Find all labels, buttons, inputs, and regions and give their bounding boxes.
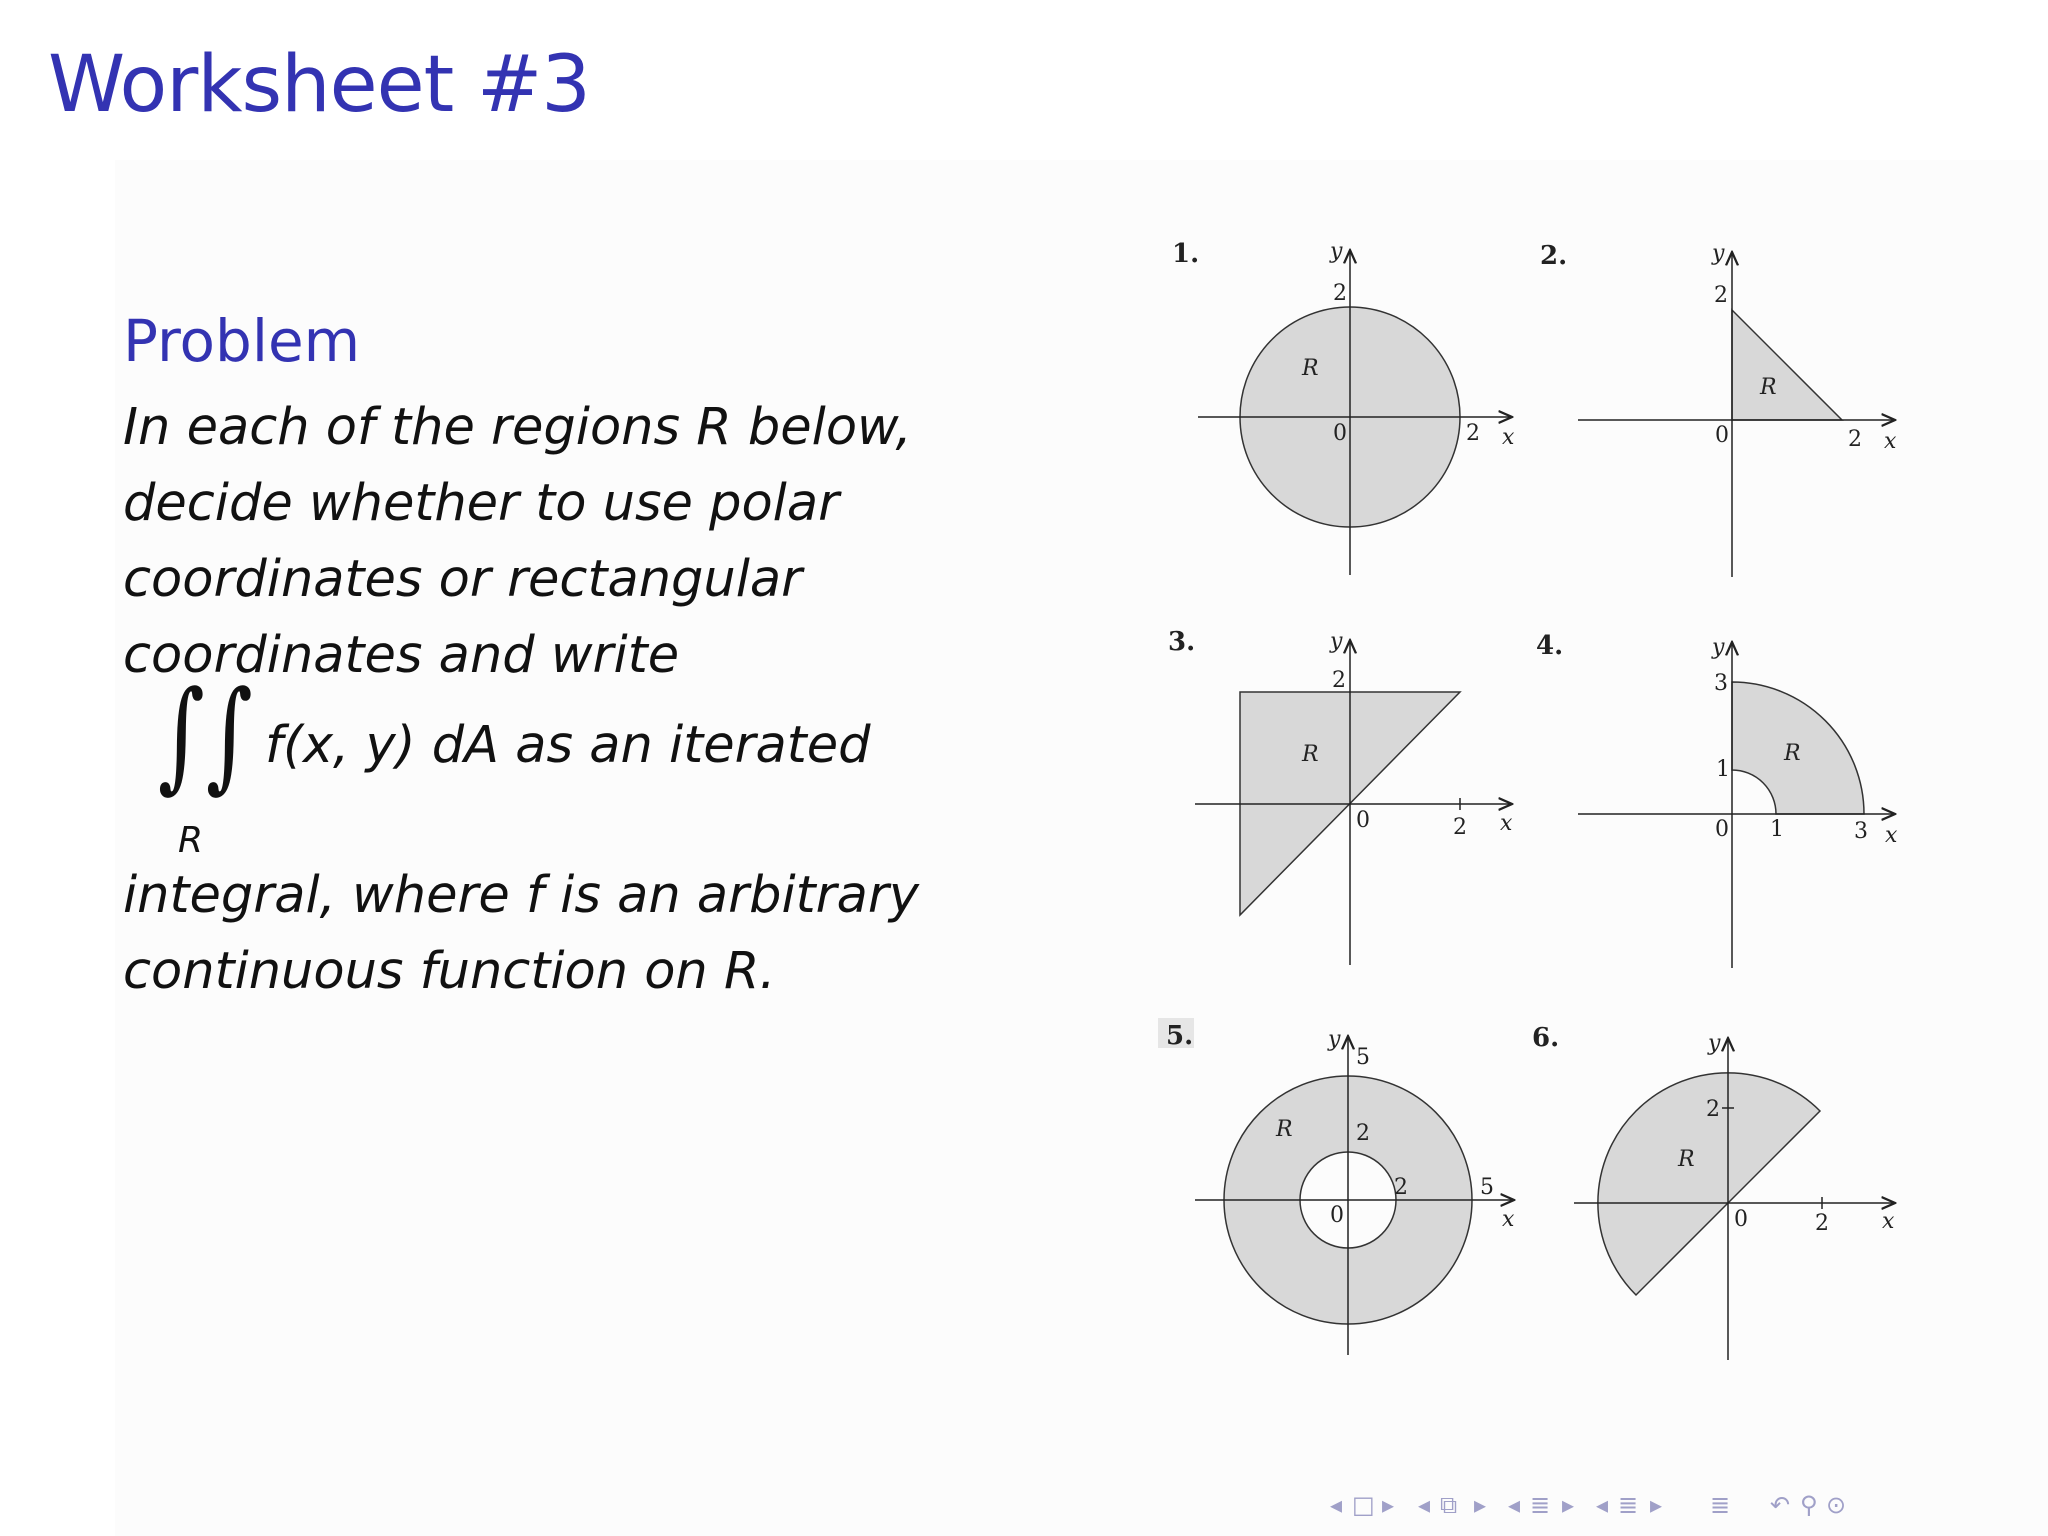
- tick-label: 2: [1453, 815, 1467, 840]
- tick-label: 2: [1394, 1175, 1408, 1200]
- figure-number: 4.: [1536, 631, 1564, 661]
- y-axis-label: y: [1712, 635, 1725, 660]
- nav-right-icon[interactable]: ▸: [1562, 1491, 1575, 1519]
- problem-text-line: coordinates or rectangular: [123, 550, 803, 609]
- figure-number: 5.: [1166, 1021, 1194, 1051]
- region-shape: [1732, 310, 1842, 420]
- origin-label: 0: [1715, 817, 1729, 842]
- problem-text-line: coordinates and write: [123, 626, 680, 685]
- integral-expression: f(x, y) dA as an iterated: [265, 716, 871, 775]
- region-label: R: [1276, 1117, 1293, 1142]
- slide-frame-icon[interactable]: □: [1352, 1491, 1375, 1519]
- section-icon[interactable]: ≣: [1618, 1491, 1639, 1519]
- x-axis-label: x: [1884, 429, 1897, 454]
- figure-number: 2.: [1540, 241, 1568, 271]
- figure-5: [1158, 1018, 1515, 1355]
- tick-label: 2: [1333, 281, 1347, 306]
- problem-text-line: continuous function on R.: [123, 942, 776, 1001]
- region-figures: [1150, 230, 1910, 1380]
- nav-left-icon[interactable]: ◂: [1596, 1491, 1609, 1519]
- nav-right-icon[interactable]: ▸: [1474, 1491, 1487, 1519]
- problem-heading: Problem: [123, 307, 361, 375]
- origin-label: 0: [1330, 1203, 1344, 1228]
- tick-label: 2: [1714, 283, 1728, 308]
- tick-label: 2: [1706, 1097, 1720, 1122]
- figure-1: [1172, 239, 1515, 575]
- nav-left-icon[interactable]: ◂: [1330, 1491, 1343, 1519]
- region-label: R: [1302, 356, 1319, 381]
- figure-4: [1536, 631, 1898, 968]
- problem-text-line: decide whether to use polar: [123, 474, 840, 533]
- nav-right-icon[interactable]: ▸: [1650, 1491, 1663, 1519]
- tick-label: 2: [1332, 668, 1346, 693]
- origin-label: 0: [1333, 421, 1347, 446]
- appendix-icon[interactable]: ≣: [1710, 1491, 1731, 1519]
- x-axis-label: x: [1502, 425, 1515, 450]
- tick-label: 5: [1356, 1045, 1370, 1070]
- figure-number: 3.: [1168, 627, 1196, 657]
- beamer-navigation: [1330, 1490, 2030, 1520]
- tick-label: 2: [1848, 427, 1862, 452]
- nav-left-icon[interactable]: ◂: [1508, 1491, 1521, 1519]
- tick-label: 1: [1716, 757, 1730, 782]
- nav-left-icon[interactable]: ◂: [1418, 1491, 1431, 1519]
- figure-number: 1.: [1172, 239, 1200, 269]
- y-axis-label: y: [1712, 241, 1725, 266]
- y-axis-label: y: [1328, 1027, 1341, 1052]
- search-icon[interactable]: ⚲: [1800, 1491, 1818, 1519]
- figure-2: [1540, 241, 1897, 577]
- y-axis-label: y: [1330, 239, 1343, 264]
- y-axis-label: y: [1708, 1031, 1721, 1056]
- region-label: R: [1302, 742, 1319, 767]
- x-axis-label: x: [1500, 811, 1513, 836]
- integral-subscript: R: [178, 820, 204, 861]
- subsection-icon[interactable]: ⧉: [1440, 1491, 1458, 1519]
- tick-label: 5: [1480, 1175, 1494, 1200]
- tick-label: 2: [1815, 1211, 1829, 1236]
- tick-label: 3: [1714, 671, 1728, 696]
- problem-text-line: In each of the regions R below,: [123, 398, 912, 457]
- tick-label: 2: [1466, 421, 1480, 446]
- zoom-icon[interactable]: ⊙: [1826, 1491, 1847, 1519]
- x-axis-label: x: [1882, 1209, 1895, 1234]
- nav-right-icon[interactable]: ▸: [1382, 1491, 1395, 1519]
- tick-label: 1: [1770, 817, 1784, 842]
- integral-sign: ∫: [157, 666, 205, 805]
- double-integral: [150, 666, 871, 861]
- x-axis-label: x: [1502, 1207, 1515, 1232]
- tick-label: 2: [1356, 1121, 1370, 1146]
- figure-number: 6.: [1532, 1023, 1560, 1053]
- region-label: R: [1760, 375, 1777, 400]
- x-axis-label: x: [1885, 823, 1898, 848]
- y-axis-label: y: [1330, 629, 1343, 654]
- tick-label: 3: [1854, 819, 1868, 844]
- region-label: R: [1784, 741, 1801, 766]
- origin-label: 0: [1734, 1207, 1748, 1232]
- origin-label: 0: [1715, 423, 1729, 448]
- problem-text-line: integral, where f is an arbitrary: [123, 866, 920, 925]
- integral-sign: ∫: [205, 666, 253, 805]
- region-label: R: [1678, 1147, 1695, 1172]
- slide-title: Worksheet #3: [48, 40, 590, 130]
- figure-6: [1532, 1023, 1895, 1360]
- origin-label: 0: [1356, 808, 1370, 833]
- section-icon[interactable]: ≣: [1530, 1491, 1551, 1519]
- figure-3: [1168, 627, 1513, 965]
- back-icon[interactable]: ↶: [1770, 1491, 1791, 1519]
